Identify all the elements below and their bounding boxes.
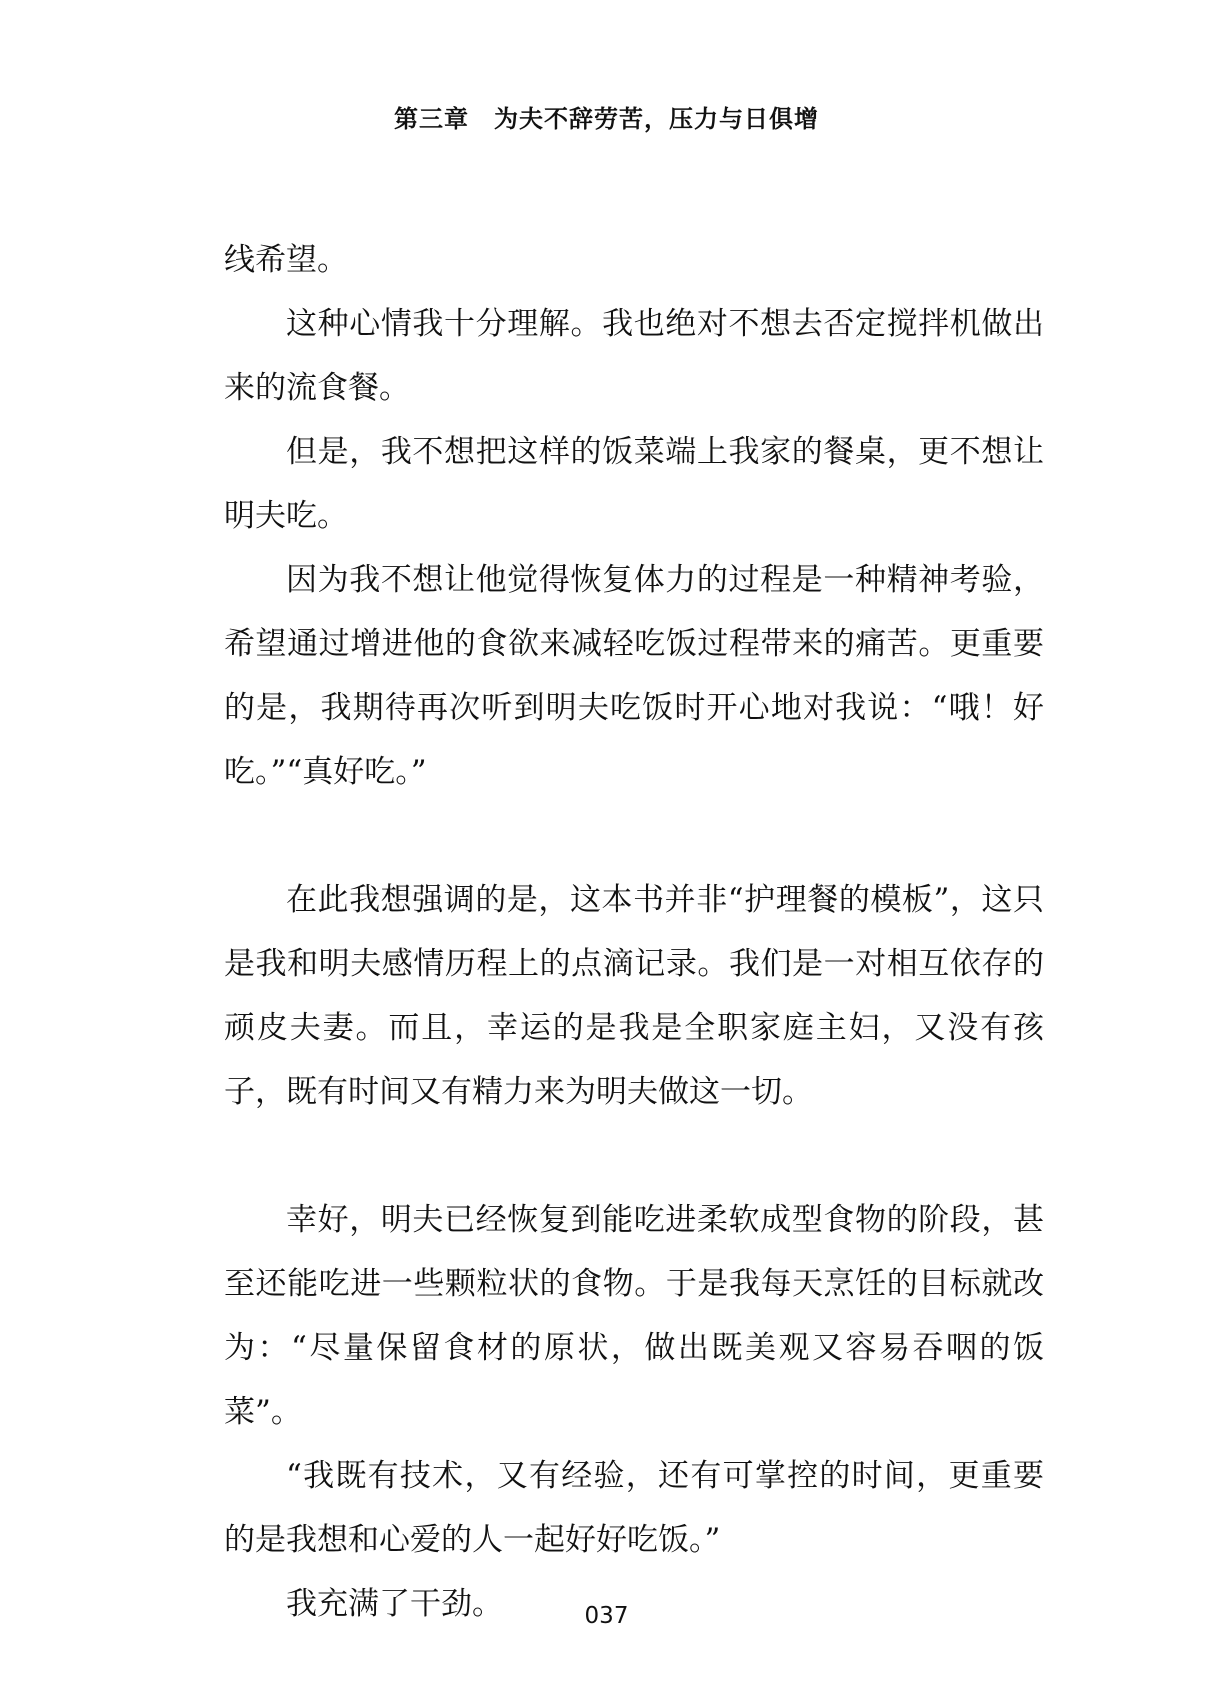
page-number: 037 — [584, 1603, 629, 1629]
paragraph: 这种心情我十分理解。我也绝对不想去否定搅拌机做出来的流食餐。 — [224, 306, 1044, 406]
note-paragraph: 在此我想强调的是，这本书并非“护理餐的模板”，这只是我和明夫感情历程上的点滴记录。我们是一对相互依存的顽皮夫妻。而且，幸运的是我是全职家庭主妇，又没有孩子，既有时间又有精力来为明夫做这一切。 — [224, 882, 1044, 1110]
body-text — [224, 228, 1044, 1636]
paragraph: 但是，我不想把这样的饭菜端上我家的餐桌，更不想让明夫吃。 — [224, 434, 1044, 534]
section-gap — [224, 804, 1044, 868]
quote-paragraph: “我既有技术，又有经验，还有可掌控的时间，更重要的是我想和心爱的人一起好好吃饭。” — [224, 1458, 1044, 1558]
paragraph: 因为我不想让他觉得恢复体力的过程是一种精神考验，希望通过增进他的食欲来减轻吃饭过程带来的痛苦。更重要的是，我期待再次听到明夫吃饭时开心地对我说：“哦！好吃。”“真好吃。” — [224, 562, 1044, 790]
section-gap — [224, 1124, 1044, 1188]
running-header: 第三章 为夫不辞劳苦，压力与日俱增 — [394, 105, 819, 133]
paragraph: 我充满了干劲。 — [286, 1586, 503, 1622]
paragraph: 幸好，明夫已经恢复到能吃进柔软成型食物的阶段，甚至还能吃进一些颗粒状的食物。于是我每天烹饪的目标就改为：“尽量保留食材的原状，做出既美观又容易吞咽的饭菜”。 — [224, 1202, 1044, 1430]
paragraph-continued: 线希望。 — [224, 242, 348, 278]
